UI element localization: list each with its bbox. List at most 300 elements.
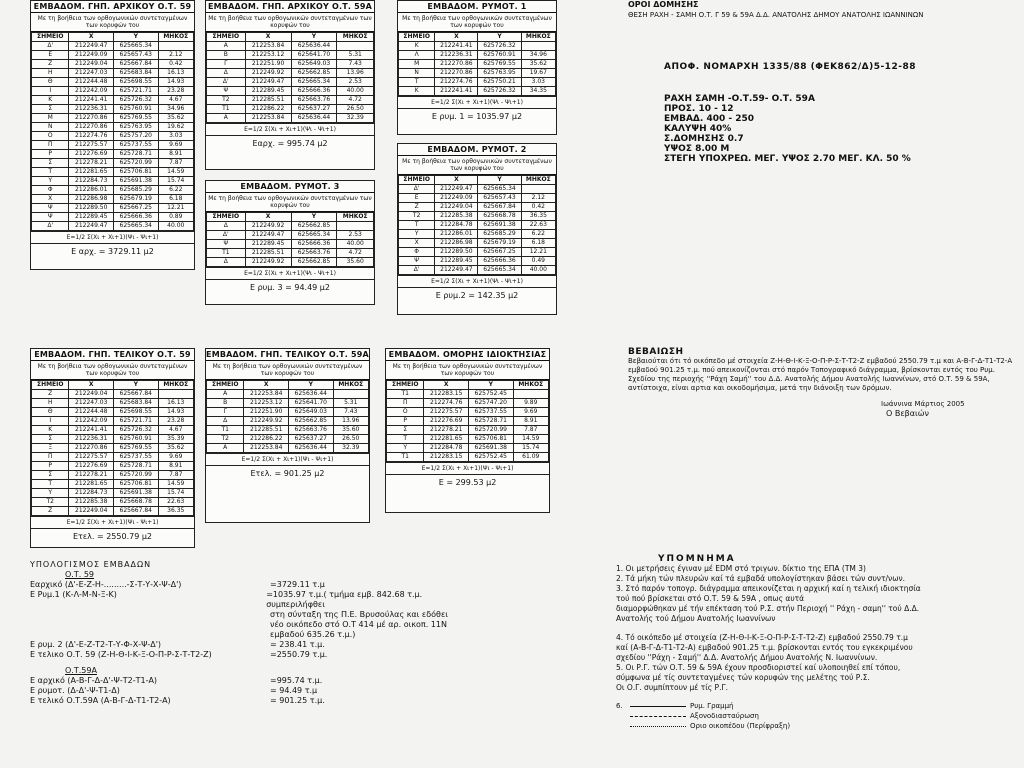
- calc-value: =1035.97 τ.μ.( τμήμα εμβ. 842.68 τ.μ. συμπεριλήφθει: [266, 590, 423, 609]
- column-header: ΜΗΚΟΣ: [513, 381, 549, 390]
- table-area-final-ot59a: [205, 348, 370, 523]
- table-cell: 212285.38: [69, 498, 114, 507]
- table-cell: 212241.41: [435, 42, 478, 51]
- table-row: [32, 42, 194, 51]
- table-cell: 625679.19: [113, 195, 158, 204]
- table-cell: 625706.81: [113, 480, 158, 489]
- table-title: ΕΜΒΑΔΟΜ. ΓΗΠ. ΤΕΛΙΚΟΥ Ο.Τ. 59Α: [206, 350, 369, 359]
- table-cell: 625667.25: [113, 204, 158, 213]
- table-row: [207, 51, 374, 60]
- table-cell: 212249.92: [245, 258, 291, 267]
- table-cell: 625662.85: [291, 222, 337, 231]
- list-item: [616, 624, 1020, 633]
- table-cell: 625636.44: [288, 444, 333, 453]
- area-formula: Ε=1/2 Σ(Χι + Χι+1)(Ψι - Ψι+1): [386, 462, 549, 474]
- table-cell: Δ: [207, 258, 246, 267]
- table-cell: 32.39: [337, 114, 374, 123]
- table-cell: Τ1: [207, 105, 246, 114]
- table-cell: Ρ: [32, 150, 69, 159]
- table-cell: 212283.15: [424, 390, 469, 399]
- table-cell: Α: [207, 444, 244, 453]
- column-header: ΣΗΜΕΙΟ: [399, 33, 435, 42]
- table-cell: Ν: [399, 69, 435, 78]
- coords-table: [206, 212, 374, 267]
- table-cell: 61.09: [513, 453, 549, 462]
- coords-table: [206, 380, 369, 453]
- list-item: τού πού βρίσκεται στό Ο.Τ. 59 & 59Α , οπως αυτά: [616, 594, 805, 603]
- column-header: Υ: [288, 381, 333, 390]
- table-cell: 212249.04: [69, 390, 114, 399]
- table-row: [32, 462, 194, 471]
- legend-items: [616, 564, 1020, 693]
- table-cell: 212274.76: [424, 399, 469, 408]
- table-area-final-ot59: [30, 348, 195, 548]
- table-row: [387, 435, 549, 444]
- calc-label: Ε ρυμοτ. (Δ-Δ'-Ψ-Τ1-Δ): [30, 686, 120, 695]
- area-formula: Ε=1/2 Σ(Χι + Χι+1)(Ψι - Ψι+1): [31, 231, 194, 243]
- table-row: [32, 195, 194, 204]
- table-cell: 212270.86: [435, 69, 478, 78]
- table-cell: 212284.78: [424, 444, 469, 453]
- table-header-row: [207, 213, 374, 222]
- table-cell: 13.96: [333, 417, 369, 426]
- table-cell: 26.50: [337, 105, 374, 114]
- certification-text: Βεβαιούται ότι τό οικόπεδο μέ στοιχεία Ζ-Η-Θ-Ι-Κ-Ξ-Ο-Π-Ρ-Σ-Τ-Τ2-Ζ εμβαδού 2550.79 τ.μ και Α-Β-Γ-Δ-Τ1-Τ2-Α εμβαδού 901.25 τ.μ. πού απεικονίζονται στό παρόν Τοπογραφικό διάγραμμα, βρίσκονται εντός του Ρυμ. Σχεδίου της περιοχής ''Ράχη Σαμή'' του Δ.Δ. Ανατολής Δήμου Ανατολής Ιωαννίνων, στό Ο.Τ. 59 & 59Α, αντίστοιχα, είναι αρτια και οικοδομήσιμα, μετά την διάνοιξη των δρόμων.: [628, 357, 1013, 392]
- table-cell: 212236.31: [69, 435, 114, 444]
- table-cell: 625750.21: [478, 78, 521, 87]
- column-header: Χ: [69, 381, 114, 390]
- table-cell: 625662.85: [291, 69, 337, 78]
- table-cell: 6.18: [158, 195, 194, 204]
- table-cell: Π: [32, 141, 69, 150]
- table-cell: Σ: [32, 105, 69, 114]
- table-cell: Ζ: [32, 390, 69, 399]
- table-cell: 13.96: [337, 69, 374, 78]
- table-cell: 212249.47: [69, 42, 114, 51]
- table-row: [207, 42, 374, 51]
- column-header: ΣΗΜΕΙΟ: [399, 176, 435, 185]
- table-cell: 625706.81: [113, 168, 158, 177]
- table-cell: Δ': [207, 231, 246, 240]
- table-cell: 625668.78: [478, 212, 521, 221]
- area-formula: Ε=1/2 Σ(Χι + Χι+1)(Ψι - Ψι+1): [398, 96, 556, 108]
- area-result: Ε ρυμ. 1 = 1035.97 μ2: [398, 108, 556, 124]
- terms-decision: ΑΠΟΦ. ΝΟΜΑΡΧΗ 1335/88 (ΦΕΚ862/Δ)5-12-88: [664, 62, 916, 72]
- table-row: [32, 159, 194, 168]
- table-cell: 212286.01: [69, 186, 114, 195]
- list-item: ΣΤΕΓΗ ΥΠΟΧΡΕΩ. ΜΕΓ. ΥΨΟΣ 2.70 ΜΕΓ. ΚΛ. 50 %: [664, 154, 911, 164]
- table-cell: Δ: [207, 417, 244, 426]
- legend-number: 6.: [616, 702, 623, 710]
- table-cell: 14.93: [158, 78, 194, 87]
- calc-ot59a-label: Ο.Τ.59Α: [65, 666, 97, 675]
- table-cell: 625665.34: [478, 185, 521, 194]
- table-cell: 212281.65: [424, 435, 469, 444]
- table-cell: 22.63: [158, 498, 194, 507]
- table-cell: Τ2: [399, 212, 435, 221]
- table-cell: 35.60: [333, 426, 369, 435]
- table-cell: 212285.51: [245, 249, 291, 258]
- table-cell: 625737.55: [468, 408, 513, 417]
- table-cell: 34.35: [521, 87, 555, 96]
- table-cell: Ζ: [32, 507, 69, 516]
- column-header: ΣΗΜΕΙΟ: [387, 381, 424, 390]
- table-cell: 625698.55: [113, 408, 158, 417]
- table-cell: 14.59: [158, 480, 194, 489]
- column-header: Υ: [478, 176, 521, 185]
- table-row: [32, 222, 194, 231]
- table-cell: Ψ: [32, 204, 69, 213]
- certification-date: Ιωάννινα Μάρτιος 2005: [881, 400, 965, 408]
- table-cell: 8.91: [158, 462, 194, 471]
- table-row: [399, 203, 556, 212]
- table-cell: Υ: [387, 444, 424, 453]
- table-row: [207, 87, 374, 96]
- table-cell: 212249.09: [69, 51, 114, 60]
- table-header-row: [387, 381, 549, 390]
- table-cell: 625760.91: [113, 435, 158, 444]
- table-cell: 23.28: [158, 87, 194, 96]
- table-cell: 9.69: [513, 408, 549, 417]
- table-cell: 212249.92: [245, 222, 291, 231]
- table-cell: 625769.55: [113, 114, 158, 123]
- table-row: [207, 231, 374, 240]
- table-cell: Η: [32, 399, 69, 408]
- calc-row: [30, 686, 480, 696]
- table-cell: [337, 42, 374, 51]
- table-cell: Μ: [32, 114, 69, 123]
- area-formula: Ε=1/2 Σ(Χι + Χι+1)(Ψι - Ψι+1): [206, 267, 374, 279]
- list-item: 4. Τό οικόπεδο μέ στοιχεία (Ζ-Η-Θ-Ι-Κ-Ξ-Ο-Π-Ρ-Σ-Τ-Τ2-Ζ) εμβαδού 2550.79 τ.μ: [616, 633, 908, 642]
- table-cell: Β: [207, 51, 246, 60]
- calc-lines: [30, 580, 480, 660]
- table-cell: 625657.43: [478, 194, 521, 203]
- table-cell: 212241.41: [69, 426, 114, 435]
- table-cell: 19.62: [158, 123, 194, 132]
- table-cell: 625663.76: [288, 426, 333, 435]
- area-result: Ετελ. = 2550.79 μ2: [31, 528, 194, 544]
- table-cell: [513, 390, 549, 399]
- table-subtitle: Με τη βοήθεια των ορθογωνικών συντεταγμένων των κορυφών του: [206, 13, 374, 32]
- table-row: [399, 185, 556, 194]
- legend-symbols: [616, 701, 1020, 731]
- table-cell: [158, 390, 194, 399]
- table-cell: Π: [387, 399, 424, 408]
- table-cell: 12.21: [521, 248, 555, 257]
- table-header-row: [399, 33, 556, 42]
- table-cell: 212249.04: [435, 203, 478, 212]
- table-cell: Η: [32, 69, 69, 78]
- table-cell: Χ: [32, 195, 69, 204]
- table-cell: 625763.95: [478, 69, 521, 78]
- table-cell: 7.87: [158, 471, 194, 480]
- table-cell: 40.00: [521, 266, 555, 275]
- calc-label: Ε αρχικό (Α-Β-Γ-Δ-Δ'-Ψ-Τ2-Τ1-Α): [30, 676, 158, 685]
- table-row: [32, 399, 194, 408]
- table-row: [387, 390, 549, 399]
- calc-row: [30, 650, 480, 660]
- table-cell: Κ: [32, 96, 69, 105]
- list-item: ΥΨΟΣ 8.00 Μ: [664, 144, 730, 154]
- table-cell: 212275.57: [69, 453, 114, 462]
- property-boundary-symbol: [630, 726, 686, 727]
- table-area-street-2: [397, 143, 557, 315]
- table-cell: 212281.65: [69, 168, 114, 177]
- table-cell: Ξ: [32, 444, 69, 453]
- table-cell: 212249.92: [244, 417, 289, 426]
- table-cell: 212275.57: [424, 408, 469, 417]
- table-cell: 625720.99: [468, 426, 513, 435]
- table-cell: 36.35: [521, 212, 555, 221]
- table-cell: Ζ: [399, 203, 435, 212]
- calc-label: Ε τελικό Ο.Τ.59Α (Α-Β-Γ-Δ-Τ1-Τ2-Α): [30, 696, 171, 705]
- table-cell: 625706.81: [468, 435, 513, 444]
- table-title: ΕΜΒΑΔΟΜ. ΓΗΠ. ΤΕΛΙΚΟΥ Ο.Τ. 59: [31, 349, 194, 361]
- column-header: Χ: [435, 176, 478, 185]
- table-cell: Δ': [207, 78, 246, 87]
- column-header: ΣΗΜΕΙΟ: [207, 213, 246, 222]
- table-cell: 4.67: [158, 426, 194, 435]
- calc-value: =2550.79 τ.μ.: [270, 650, 328, 659]
- coords-table: [206, 32, 374, 123]
- table-title: ΕΜΒΑΔΟΜ. ΡΥΜΟΤ. 2: [398, 144, 556, 156]
- table-row: [32, 60, 194, 69]
- table-cell: 625691.38: [113, 177, 158, 186]
- table-subtitle: Με τη βοήθεια των ορθογωνικών συντεταγμένων των κορυφών του: [206, 193, 374, 212]
- table-cell: 7.87: [158, 159, 194, 168]
- table-cell: 3.03: [158, 132, 194, 141]
- table-row: [32, 444, 194, 453]
- list-item: σχεδίου ''Ράχη - Σαμή'' Δ.Δ. Ανατολής Δήμου Ανατολής Ν. Ιωαννίνων.: [616, 653, 878, 662]
- table-cell: Φ: [32, 186, 69, 195]
- table-cell: Ζ: [32, 60, 69, 69]
- table-row: [399, 78, 556, 87]
- table-cell: Γ: [207, 408, 244, 417]
- coords-table: [31, 380, 194, 516]
- legend-section: [616, 554, 1020, 731]
- table-cell: 212247.03: [69, 69, 114, 78]
- coords-table: [31, 32, 194, 231]
- table-cell: 625667.84: [113, 507, 158, 516]
- table-cell: Δ: [207, 69, 246, 78]
- table-cell: Σ: [32, 159, 69, 168]
- table-cell: 15.74: [158, 489, 194, 498]
- table-cell: 625698.55: [113, 78, 158, 87]
- table-cell: 625683.84: [113, 399, 158, 408]
- calc-row: [30, 696, 480, 706]
- table-cell: Α: [207, 114, 246, 123]
- table-area-initial-ot59: [30, 0, 195, 270]
- table-cell: 212249.47: [245, 78, 291, 87]
- column-header: ΣΗΜΕΙΟ: [32, 381, 69, 390]
- table-cell: 212249.47: [69, 222, 114, 231]
- legend-entry: Οριο οικοπέδου (Περίφραξη): [690, 722, 791, 730]
- table-cell: 0.89: [158, 213, 194, 222]
- table-cell: [333, 390, 369, 399]
- table-cell: 12.21: [158, 204, 194, 213]
- table-cell: [158, 42, 194, 51]
- calc-row: [30, 620, 480, 630]
- table-cell: 625683.84: [113, 69, 158, 78]
- table-title: ΕΜΒΑΔΟΜ. ΡΥΜΟΤ. 3: [206, 181, 374, 193]
- table-row: [32, 186, 194, 195]
- table-cell: Ψ: [207, 87, 246, 96]
- table-cell: 35.62: [521, 60, 555, 69]
- table-cell: [337, 222, 374, 231]
- area-formula: Ε=1/2 Σ(Χι + Χι+1)(Ψι - Ψι+1): [206, 123, 374, 135]
- table-row: [32, 489, 194, 498]
- table-cell: 212249.47: [245, 231, 291, 240]
- table-cell: Ρ: [32, 462, 69, 471]
- table-cell: 625726.32: [113, 96, 158, 105]
- table-cell: 625691.38: [468, 444, 513, 453]
- table-cell: 212270.86: [69, 444, 114, 453]
- table-cell: 625679.19: [478, 239, 521, 248]
- table-row: [32, 426, 194, 435]
- table-cell: Ψ: [207, 240, 246, 249]
- terms-heading: ΟΡΟΙ ΔΟΜΗΣΗΣ: [628, 0, 699, 9]
- table-cell: 625662.85: [288, 417, 333, 426]
- table-cell: 212284.78: [435, 221, 478, 230]
- table-cell: 625769.55: [478, 60, 521, 69]
- table-subtitle: Με τη βοήθεια των ορθογωνικών συντεταγμένων των κορυφών του: [31, 361, 194, 380]
- table-cell: Υ: [399, 230, 435, 239]
- table-row: [32, 390, 194, 399]
- table-cell: 212253.84: [244, 390, 289, 399]
- column-header: Χ: [245, 213, 291, 222]
- calc-row: [30, 630, 480, 640]
- table-cell: 4.72: [337, 249, 374, 258]
- area-result: Ε αρχ. = 3729.11 μ2: [31, 243, 194, 259]
- list-item: Οι Ο.Γ. συμπίπτουν μέ τίς Ρ.Γ.: [616, 683, 729, 692]
- building-terms-section: [616, 0, 1016, 164]
- table-cell: Ψ: [32, 213, 69, 222]
- table-cell: Φ: [399, 248, 435, 257]
- table-cell: 212253.12: [244, 399, 289, 408]
- table-header-row: [32, 381, 194, 390]
- legend-entry: Αξονοδιασταύρωση: [690, 712, 759, 720]
- table-row: [207, 399, 369, 408]
- table-title: ΕΜΒΑΔΟΜ. ΡΥΜΟΤ. 1: [398, 1, 556, 13]
- certification-signer: Ο Βεβαιών: [886, 409, 929, 418]
- table-cell: 35.39: [158, 435, 194, 444]
- calc-value: = 238.41 τ.μ.: [270, 640, 325, 649]
- calc-value: = 901.25 τ.μ.: [270, 696, 325, 705]
- table-cell: 2.53: [337, 231, 374, 240]
- table-cell: 625667.25: [478, 248, 521, 257]
- table-cell: 625665.34: [291, 78, 337, 87]
- table-cell: 625636.44: [288, 390, 333, 399]
- table-cell: 2.53: [337, 78, 374, 87]
- table-cell: 35.60: [337, 258, 374, 267]
- table-cell: 212285.51: [244, 426, 289, 435]
- table-cell: 625641.70: [288, 399, 333, 408]
- table-row: [207, 60, 374, 69]
- table-cell: 15.74: [158, 177, 194, 186]
- table-cell: 625726.32: [113, 426, 158, 435]
- table-cell: 40.00: [337, 87, 374, 96]
- table-row: [32, 150, 194, 159]
- table-cell: 625636.44: [291, 114, 337, 123]
- table-cell: 212278.21: [69, 159, 114, 168]
- table-cell: Κ: [32, 426, 69, 435]
- table-cell: Τ: [32, 480, 69, 489]
- table-title: ΕΜΒΑΔΟΜ. ΓΗΠ. ΑΡΧΙΚΟΥ Ο.Τ. 59: [31, 1, 194, 13]
- table-cell: Ι: [32, 417, 69, 426]
- table-cell: Δ: [207, 222, 246, 231]
- area-result: Ε = 299.53 μ2: [386, 474, 549, 490]
- calc-label: Ε Ρυμ.1 (Κ-Λ-Μ-Ν-Ξ-Κ): [30, 590, 117, 599]
- axis-crossing-symbol: [630, 716, 686, 717]
- table-cell: 625667.84: [478, 203, 521, 212]
- calc-lines-59a: [30, 676, 480, 706]
- table-cell: Τ: [399, 78, 435, 87]
- calc-value: = 94.49 τ.μ: [270, 686, 318, 695]
- column-header: ΣΗΜΕΙΟ: [32, 33, 69, 42]
- table-cell: Α: [207, 390, 244, 399]
- table-cell: 34.96: [158, 105, 194, 114]
- list-item: Ανατολής τού Δήμου Ανατολής Ιωαννίνων: [616, 614, 776, 623]
- table-row: [32, 132, 194, 141]
- table-row: [387, 444, 549, 453]
- table-cell: 212276.69: [424, 417, 469, 426]
- table-cell: Τ2: [207, 435, 244, 444]
- table-title: ΕΜΒΑΔΟΜ. ΟΜΟΡΗΣ ΙΔΙΟΚΤΗΣΙΑΣ: [386, 349, 549, 361]
- table-row: [32, 51, 194, 60]
- table-cell: Ε: [32, 51, 69, 60]
- table-cell: 212289.50: [69, 204, 114, 213]
- list-item: ΕΜΒΑΔ. 400 - 250: [664, 114, 755, 124]
- table-row: [399, 257, 556, 266]
- table-cell: Δ': [399, 185, 435, 194]
- table-cell: 625763.95: [113, 123, 158, 132]
- table-cell: 625637.27: [291, 105, 337, 114]
- table-cell: 8.91: [158, 150, 194, 159]
- table-cell: 212286.98: [435, 239, 478, 248]
- table-cell: 15.74: [513, 444, 549, 453]
- area-calculation-section: [30, 560, 480, 706]
- table-cell: 3.03: [521, 78, 555, 87]
- table-cell: 212284.73: [69, 177, 114, 186]
- table-cell: Λ: [399, 51, 435, 60]
- table-cell: 2.12: [521, 194, 555, 203]
- table-row: [207, 249, 374, 258]
- table-cell: 625666.36: [291, 240, 337, 249]
- table-row: [387, 417, 549, 426]
- calc-label: Ε ρυμ. 2 (Δ'-Ε-Ζ-Τ2-Τ-Υ-Φ-Χ-Ψ-Δ'): [30, 640, 162, 649]
- table-area-street-1: [397, 0, 557, 135]
- table-cell: Δ': [32, 222, 69, 231]
- area-result: Ε ρυμ.2 = 142.35 μ2: [398, 287, 556, 303]
- table-cell: Τ1: [387, 390, 424, 399]
- list-item: καί (Α-Β-Γ-Δ-Τ1-Τ2-Α) εμβαδού 901.25 τ.μ. βρίσκονται εντός του εγκεκριμένου: [616, 643, 913, 652]
- table-cell: 212242.09: [69, 87, 114, 96]
- table-cell: 212236.31: [69, 105, 114, 114]
- table-row: [399, 239, 556, 248]
- table-header-row: [399, 176, 556, 185]
- table-cell: 8.91: [513, 417, 549, 426]
- table-cell: 625663.76: [291, 96, 337, 105]
- table-cell: 212244.48: [69, 408, 114, 417]
- table-cell: 212241.41: [435, 87, 478, 96]
- table-row: [32, 123, 194, 132]
- table-cell: 0.42: [158, 60, 194, 69]
- table-cell: Ν: [32, 123, 69, 132]
- list-item: 5. Οι Ρ.Γ. τών Ο.Τ. 59 & 59Α έχουν προσδιοριστεί καί υλοποιηθεί επί τόπου,: [616, 663, 901, 672]
- table-cell: Χ: [399, 239, 435, 248]
- table-row: [399, 51, 556, 60]
- table-row: [399, 60, 556, 69]
